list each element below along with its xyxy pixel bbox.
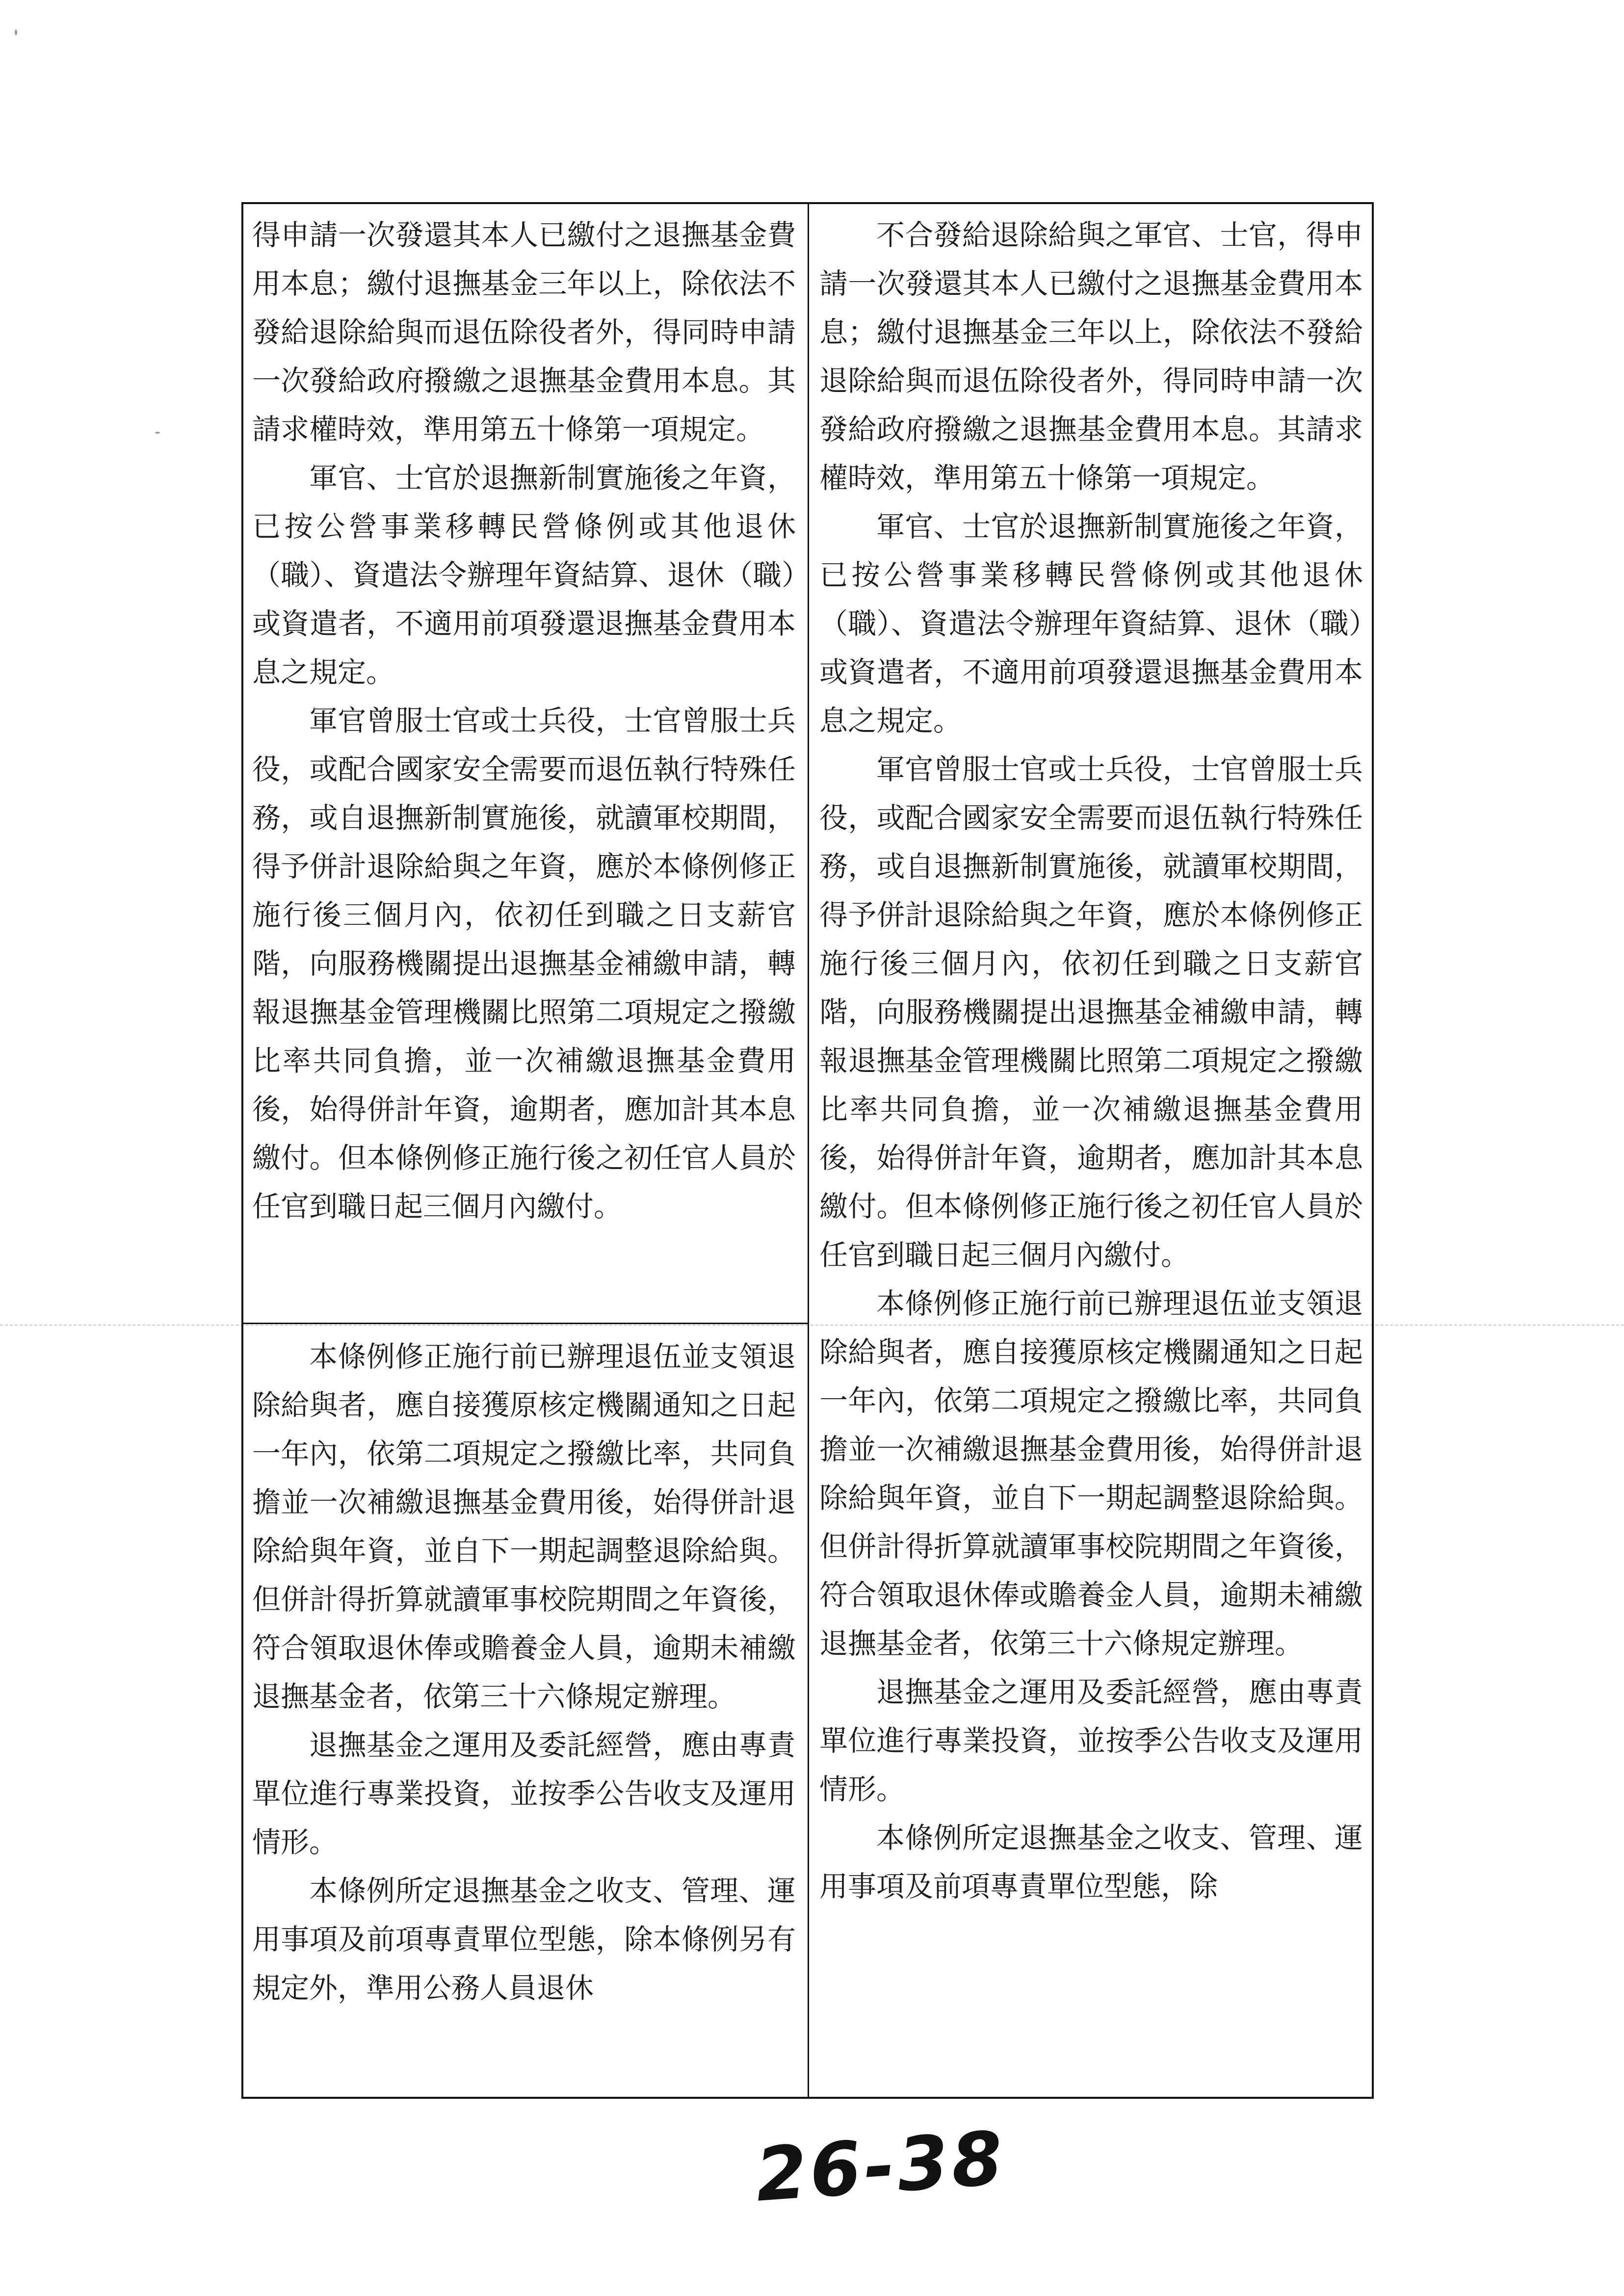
scan-speck — [155, 432, 160, 434]
paragraph: 軍官曾服士官或士兵役，士官曾服士兵役，或配合國家安全需要而退伍執行特殊任務，或自退撫新制實施後，就讀軍校期間，得予併計退除給與之年資，應於本條例修正施行後三個月內，依初任到職之日支薪官階，向服務機關提出退撫基金補繳申請，轉報退撫基金管理機關比照第二項規定之撥繳比率共同負擔，並一次補繳退撫基金費用後，始得併計年資，逾期者，應加計其本息繳付。但本條例修正施行後之初任官人員於任官到職日起三個月內繳付。 — [252, 704, 796, 1223]
left-column-upper — [252, 211, 796, 1231]
column-divider — [808, 204, 809, 2097]
scan-speck — [15, 29, 17, 35]
right-column — [819, 211, 1363, 1911]
paragraph: 得申請一次發還其本人已繳付之退撫基金費用本息；繳付退撫基金三年以上，除依法不發給退除給與而退伍除役者外，得同時申請一次發給政府撥繳之退撫基金費用本息。其請求權時效，準用第五十條第一項規定。 — [252, 218, 796, 446]
left-column-lower — [252, 1332, 796, 2012]
paragraph: 本條例所定退撫基金之收支、管理、運用事項及前項專責單位型態，除 — [819, 1821, 1363, 1903]
paragraph: 本條例修正施行前已辦理退伍並支領退除給與者，應自接獲原核定機關通知之日起一年內，依第二項規定之撥繳比率，共同負擔並一次補繳退撫基金費用後，始得併計退除給與年資，並自下一期起調整退除給與。但併計得折算就讀軍事校院期間之年資後，符合領取退休俸或贍養金人員，逾期未補繳退撫基金者，依第三十六條規定辦理。 — [819, 1287, 1363, 1660]
paragraph: 退撫基金之運用及委託經營，應由專責單位進行專業投資，並按季公告收支及運用情形。 — [819, 1675, 1363, 1806]
paragraph: 軍官、士官於退撫新制實施後之年資，已按公營事業移轉民營條例或其他退休（職）、資遣法令辦理年資結算、退休（職）或資遣者，不適用前項發還退撫基金費用本息之規定。 — [252, 461, 796, 689]
page-number: 26-38 — [753, 2115, 1009, 2218]
paragraph: 軍官曾服士官或士兵役，士官曾服士兵役，或配合國家安全需要而退伍執行特殊任務，或自退撫新制實施後，就讀軍校期間，得予併計退除給與之年資，應於本條例修正施行後三個月內，依初任到職之日支薪官階，向服務機關提出退撫基金補繳申請，轉報退撫基金管理機關比照第二項規定之撥繳比率共同負擔，並一次補繳退撫基金費用後，始得併計年資，逾期者，應加計其本息繳付。但本條例修正施行後之初任官人員於任官到職日起三個月內繳付。 — [819, 753, 1363, 1272]
paragraph: 軍官、士官於退撫新制實施後之年資，已按公營事業移轉民營條例或其他退休（職）、資遣法令辦理年資結算、退休（職）或資遣者，不適用前項發還退撫基金費用本息之規定。 — [819, 510, 1363, 737]
row-divider — [243, 1323, 808, 1324]
paragraph: 本條例修正施行前已辦理退伍並支領退除給與者，應自接獲原核定機關通知之日起一年內，依第二項規定之撥繳比率，共同負擔並一次補繳退撫基金費用後，始得併計退除給與年資，並自下一期起調整退除給與。但併計得折算就讀軍事校院期間之年資後，符合領取退休俸或贍養金人員，逾期未補繳退撫基金者，依第三十六條規定辦理。 — [252, 1340, 796, 1713]
paragraph: 本條例所定退撫基金之收支、管理、運用事項及前項專責單位型態，除本條例另有規定外，準用公務人員退休 — [252, 1874, 796, 2005]
paragraph: 不合發給退除給與之軍官、士官，得申請一次發還其本人已繳付之退撫基金費用本息；繳付退撫基金三年以上，除依法不發給退除給與而退伍除役者外，得同時申請一次發給政府撥繳之退撫基金費用本息。其請求權時效，準用第五十條第一項規定。 — [819, 218, 1363, 495]
comparison-table — [241, 202, 1374, 2099]
paragraph: 退撫基金之運用及委託經營，應由專責單位進行專業投資，並按季公告收支及運用情形。 — [252, 1728, 796, 1859]
